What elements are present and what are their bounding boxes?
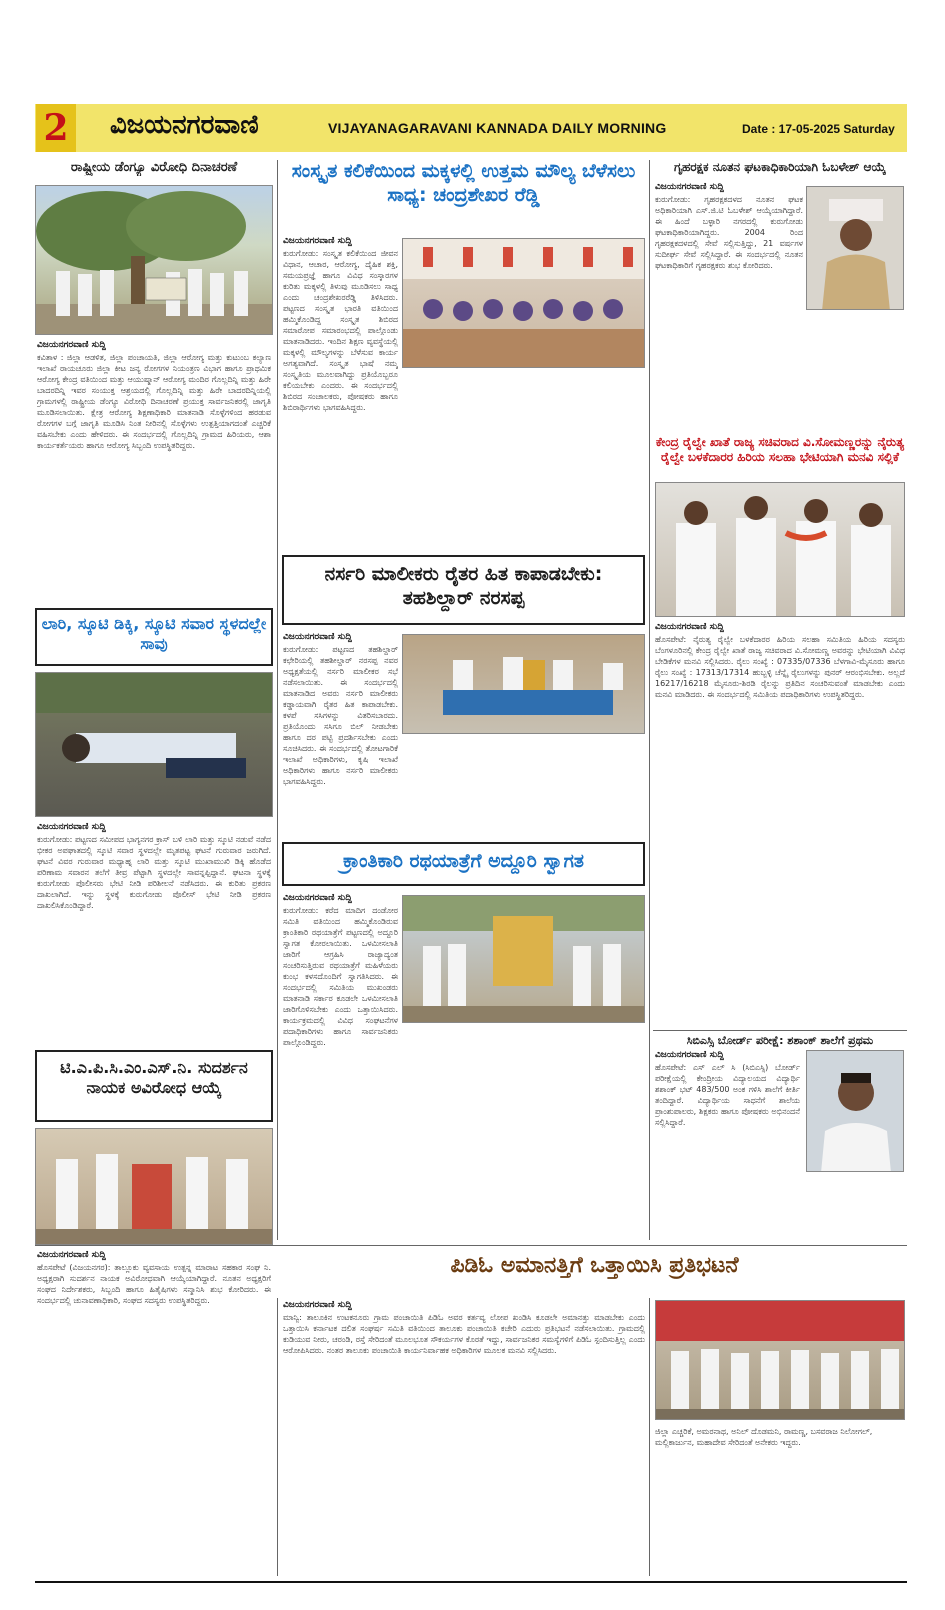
photo-sanskrit-group-icon (403, 239, 645, 368)
headline-pdo-protest: ಪಿಡಿಓ ಅಮಾನತ್ತಿಗೆ ಒತ್ತಾಯಿಸಿ ಪ್ರತಿಭಟನೆ (450, 1253, 739, 1278)
newspaper-title-english: VIJAYANAGARAVANI KANNADA DAILY MORNING (328, 120, 667, 136)
headline-cbse: ಸಿಬಿಎಸ್ಸಿ ಬೋರ್ಡ್ ಪರೀಕ್ಷೆ: ಶಶಾಂಕ್ ಶಾಲೆಗೆ ಪ್ರಥಮ (653, 1030, 907, 1048)
dateline-nursery: ವಿಜಯನಗರವಾಣಿ ಸುದ್ದಿ (283, 632, 352, 642)
photo-protest-group-icon (656, 1301, 905, 1420)
dateline-sanskrit: ವಿಜಯನಗರವಾಣಿ ಸುದ್ದಿ (283, 236, 352, 246)
headline-sanskrit: ಸಂಸ್ಕೃತ ಕಲಿಕೆಯಿಂದ ಮಕ್ಕಳಲ್ಲಿ ಉತ್ತಮ ಮೌಲ್ಯ ಬೆಳೆಸಲು ಸಾಧ್ಯ: ಚಂದ್ರಶೇಖರ ರೆಡ್ಡಿ (291, 160, 636, 206)
page-number: 2 (36, 104, 76, 152)
article-body-nursery-continued (402, 738, 645, 834)
photo-obalesh (806, 186, 904, 310)
photo-student-portrait-icon (807, 1051, 904, 1172)
column-divider (277, 1298, 278, 1576)
photo-dengue-awareness (35, 185, 273, 335)
photo-shashank (806, 1050, 904, 1172)
headline-dengue: ರಾಷ್ಟ್ರೀಯ ಡೆಂಗ್ಯೂ ವಿರೋಧಿ ದಿನಾಚರಣೆ (70, 160, 238, 175)
article-body-pdo-protest: ಮಾನ್ವಿ: ತಾಲೂಕಿನ ಉಟಕನೂರು ಗ್ರಾಮ ಪಂಚಾಯಿತಿ ಪಿಡಿಓ ಅವರ ಕರ್ತವ್ಯ ಲೋಪ ಖಂಡಿಸಿ ಕೂಡಲೇ ಅಮಾನತ್ತು ಮಾಡಬೇಕು ಎಂದು ಒತ್ತಾಯಿಸಿ ಕರ್ನಾಟಕ ದಲಿತ ಸಂಘರ್ಷ ಸಮಿತಿ ವತಿಯಿಂದ ತಾಲೂಕು ಪಂಚಾಯಿತಿ ಕಚೇರಿ ಎದುರು ಪ್ರತಿಭಟನೆ ನಡೆಸಲಾಯಿತು. ಗ್ರಾಮದಲ್ಲಿ ಕುಡಿಯುವ ನೀರು, ಚರಂಡಿ, ರಸ್ತೆ ಸೇರಿದಂತೆ ಮೂಲಭೂತ ಸೌಕರ್ಯಗಳ ಕೊರತೆ ಇದ್ದು, ಸಾರ್ವಜನಿಕರ ಸಮಸ್ಯೆಗಳಿಗೆ ಪಿಡಿಓ ಸ್ಪಂದಿಸುತ್ತಿಲ್ಲ ಎಂದು ಆರೋಪಿಸಿದರು. ನಂತರ ತಾಲೂಕು ಪಂಚಾಯಿತಿ ಕಾರ್ಯನಿರ್ವಾಹಕ ಅಧಿಕಾರಿಗಳ ಮೂಲಕ ಮನವಿ ಸಲ್ಲಿಸಿದರು. (283, 1313, 645, 1355)
section-divider (35, 1245, 907, 1246)
column-divider (649, 1298, 650, 1576)
article-body-ratha-yatra-continued (402, 1027, 645, 1240)
article-body-dengue: ಕವಿತಾಳ : ಜಿಲ್ಲಾ ಆಡಳಿತ, ಜಿಲ್ಲಾ ಪಂಚಾಯತಿ, ಜಿಲ್ಲಾ ಆರೋಗ್ಯ ಮತ್ತು ಕುಟುಂಬ ಕಲ್ಯಾಣ ಇಲಾಖೆ ರಾಯಚೂರು ಜಿಲ್ಲಾ ಕೀಟ ಜನ್ಯ ರೋಗಗಳ ನಿಯಂತ್ರಣ ವಿಭಾಗ ಹಾಗೂ ಪ್ರಾಥಮಿಕ ಆರೋಗ್ಯ ಕೇಂದ್ರ ವತಿಯಿಂದ ಮತ್ತು ಆಯುಷ್ಮಾನ್ ಆರೋಗ್ಯ ಮಂದಿರ ಗೊಲ್ಲದಿನ್ನಿ ಮತ್ತು ಹಿರೇ ಬಾದರದಿನ್ನಿ ಇವರ ಸಂಯುಕ್ತ ಆಶ್ರಯದಲ್ಲಿ ಗೊಲ್ಲದಿನ್ನಿ ಮತ್ತು ಹಿರೇ ಬಾದರದಿನ್ನಿಯಲ್ಲಿ ಗ್ರಾಮಗಳಲ್ಲಿ ರಾಷ್ಟ್ರೀಯ ಡೆಂಗ್ಯೂ ವಿರೋಧಿ ದಿನಾಚರಣೆ ಪ್ರಯುಕ್ತ ಸಾರ್ವಜನಿಕರಲ್ಲಿ ಜಾಗೃತಿ ಮೂಡಿಸಲಾಯಿತು. ಕ್ಷೇತ್ರ ಆರೋಗ್ಯ ಶಿಕ್ಷಣಾಧಿಕಾರಿ ಮಾತನಾಡಿ ಸೊಳ್ಳೆಗಳಿಂದ ಹರಡುವ ರೋಗಗಳ ಬಗ್ಗೆ ಜಾಗೃತಿ ಮೂಡಿಸಿ ನಿಂತ ನೀರಿನಲ್ಲಿ ಸೊಳ್ಳೆಗಳು ಉತ್ಪತ್ತಿಯಾಗದಂತೆ ಎಚ್ಚರಿಕೆ ವಹಿಸಬೇಕು ಎಂದು ಹೇಳಿದರು. ಈ ಸಂದರ್ಭದಲ್ಲಿ ಗೊಲ್ಲದಿನ್ನಿ ಗ್ರಾಮದ ಹಿರಿಯರು, ಆಶಾ ಕಾರ್ಯಕರ್ತೆಯರು ಹಾಗೂ ಆರೋಗ್ಯ ಸಿಬ್ಬಂದಿ ಉಪಸ್ಥಿತರಿದ್ದರು. (37, 353, 271, 450)
dateline-pdo-protest: ವಿಜಯನಗರವಾಣಿ ಸುದ್ದಿ (283, 1300, 352, 1310)
dateline-tapcms: ವಿಜಯನಗರವಾಣಿ ಸುದ್ದಿ (37, 1250, 106, 1260)
issue-date: Date : 17-05-2025 Saturday (742, 122, 895, 136)
article-body-railway: ಹೊಸಪೇಟೆ: ನೈರುತ್ಯ ರೈಲ್ವೇ ಬಳಕೆದಾರರ ಹಿರಿಯ ಸಲಹಾ ಸಮಿತಿಯ ಹಿರಿಯ ಸದಸ್ಯರು ಬೆಂಗಳೂರಿನಲ್ಲಿ ಕೇಂದ್ರ ರೈಲ್ವೇ ಖಾತೆ ರಾಜ್ಯ ಸಚಿವರಾದ ವಿ.ಸೋಮಣ್ಣ ಅವರನ್ನು ಭೇಟಿಯಾಗಿ ವಿವಿಧ ಬೇಡಿಕೆಗಳ ಮನವಿ ಸಲ್ಲಿಸಿದರು. ರೈಲು ಸಂಖ್ಯೆ : 07335/07336 ಬೆಳಗಾವಿ-ಮೈಸೂರು ಹಾಗೂ ರೈಲು ಸಂಖ್ಯೆ : 17313/17314 ಹುಬ್ಬಳ್ಳಿ ಚೆನ್ನೈ ರೈಲುಗಳನ್ನು ಪುನರ್ ಆರಂಭಿಸಬೇಕು. ಅಲ್ಲದೆ 16217/16218 ಮೈಸೂರು-ಶಿರಡಿ ರೈಲನ್ನು ಪ್ರತಿದಿನ ಸಂಚರಿಸುವಂತೆ ಮಾಡಬೇಕು ಎಂದು ಮನವಿ ಮಾಡಿದರು. ಈ ಸಂದರ್ಭದಲ್ಲಿ ಸಮಿತಿಯ ಪದಾಧಿಕಾರಿಗಳು ಉಪಸ್ಥಿತರಿದ್ದರು. (655, 635, 905, 699)
photo-ratha-yatra-welcome (402, 895, 645, 1023)
photo-pdo-protest (655, 1300, 905, 1420)
page-bottom-rule (35, 1581, 907, 1583)
headline-nursery: ನರ್ಸರಿ ಮಾಲೀಕರು ರೈತರ ಹಿತ ಕಾಪಾಡಬೇಕು: ತಹಶಿಲ್ದಾರ್ ನರಸಪ್ಪ (282, 555, 645, 625)
article-body-sanskrit: ಕುರುಗೋಡು: ಸಂಸ್ಕೃತ ಕಲಿಕೆಯಿಂದ ಜೀವನ ವಿಧಾನ, ಆಚಾರ, ಆರೋಗ್ಯ, ದೈಹಿಕ ಶಕ್ತಿ, ಸಮಯಪ್ರಜ್ಞೆ ಹಾಗೂ ವಿವಿಧ ಸಂಸ್ಕಾರಗಳ ಕುರಿತು ಮಕ್ಕಳಲ್ಲಿ ತಿಳುವು ಮೂಡಿಸಲು ಸಾಧ್ಯ ಎಂದು ಚಂದ್ರಶೇಖರರೆಡ್ಡಿ ತಿಳಿಸಿದರು. ಪಟ್ಟಣದ ಸಂಸ್ಕೃತ ಭಾರತಿ ವತಿಯಿಂದ ಹಮ್ಮಿಕೊಂಡಿದ್ದ ಸಂಸ್ಕೃತ ಶಿಬಿರದ ಸಮಾರೋಪ ಸಮಾರಂಭದಲ್ಲಿ ಪಾಲ್ಗೊಂಡು ಮಾತನಾಡಿದರು. ಇಂದಿನ ಶಿಕ್ಷಣ ವ್ಯವಸ್ಥೆಯಲ್ಲಿ ಮಕ್ಕಳಲ್ಲಿ ಮೌಲ್ಯಗಳನ್ನು ಬೆಳೆಸುವ ಕಾರ್ಯ ಅಗತ್ಯವಾಗಿದೆ. ಸಂಸ್ಕೃತ ಭಾಷೆ ನಮ್ಮ ಸಂಸ್ಕೃತಿಯ ಮೂಲವಾಗಿದ್ದು ಪ್ರತಿಯೊಬ್ಬರೂ ಕಲಿಯಬೇಕು ಎಂದರು. ಈ ಸಂದರ್ಭದಲ್ಲಿ ಶಿಬಿರದ ಸಂಚಾಲಕರು, ಪೋಷಕರು ಹಾಗೂ ಶಿಬಿರಾರ್ಥಿಗಳು ಭಾಗವಹಿಸಿದ್ದರು. (283, 249, 398, 412)
dateline-home-guard: ವಿಜಯನಗರವಾಣಿ ಸುದ್ದಿ (655, 182, 724, 192)
dateline-cbse: ವಿಜಯನಗರವಾಣಿ ಸುದ್ದಿ (655, 1050, 724, 1060)
article-body-sanskrit-continued (402, 372, 645, 548)
dateline-railway: ವಿಜಯನಗರವಾಣಿ ಸುದ್ದಿ (655, 622, 724, 632)
column-divider (277, 160, 278, 1240)
photo-dengue-group-icon (36, 186, 273, 335)
photo-caption-pdo-protest: ಜಿಲ್ಲಾ ಎಚ್ಚರಿಕೆ, ಅಮರನಾಥ, ಅನಿಲ್ ದೊಡಮನಿ, ರಾಮಣ್ಣ, ಬಸವರಾಜ ನಿಲೋಗಲ್, ಮಲ್ಲಿಕಾರ್ಜುನ, ಮಹಾದೇವ ಸೇರಿದಂತೆ ಅನೇಕರು ಇದ್ದರು. (655, 1427, 873, 1447)
article-body-ratha-yatra: ಕುರುಗೋಡು: ಕರೆದ ಮಾದಿಗ ದಂಡೋರ ಸಮಿತಿ ವತಿಯಿಂದ ಹಮ್ಮಿಕೊಂಡಿರುವ ಕ್ರಾಂತಿಕಾರಿ ರಥಯಾತ್ರೆಗೆ ಪಟ್ಟಣದಲ್ಲಿ ಅದ್ದೂರಿ ಸ್ವಾಗತ ಕೋರಲಾಯಿತು. ಒಳಮೀಸಲಾತಿ ಜಾರಿಗೆ ಆಗ್ರಹಿಸಿ ರಾಜ್ಯಾದ್ಯಂತ ಸಂಚರಿಸುತ್ತಿರುವ ರಥಯಾತ್ರೆಗೆ ಮಹಿಳೆಯರು ಕುಂಭ ಕಳಸದೊಂದಿಗೆ ಸ್ವಾಗತಿಸಿದರು. ಈ ಸಂದರ್ಭದಲ್ಲಿ ಸಮಿತಿಯ ಮುಖಂಡರು ಮಾತನಾಡಿ ಸರ್ಕಾರ ಕೂಡಲೇ ಒಳಮೀಸಲಾತಿ ಜಾರಿಗೊಳಿಸಬೇಕು ಎಂದು ಒತ್ತಾಯಿಸಿದರು. ಕಾರ್ಯಕ್ರಮದಲ್ಲಿ ವಿವಿಧ ಸಂಘಟನೆಗಳ ಪದಾಧಿಕಾರಿಗಳು ಹಾಗೂ ಸಾರ್ವಜನಿಕರು ಪಾಲ್ಗೊಂಡಿದ್ದರು. (283, 906, 398, 1047)
photo-tapcms-group-icon (36, 1129, 273, 1245)
photo-tapcms-felicitation (35, 1128, 273, 1245)
photo-nursery-meeting (402, 634, 645, 734)
photo-accident-icon (36, 673, 273, 817)
headline-accident: ಲಾರಿ, ಸ್ಕೂಟಿ ಡಿಕ್ಕಿ, ಸ್ಕೂಟಿ ಸವಾರ ಸ್ಥಳದಲ್ಲೇ ಸಾವು (35, 608, 273, 666)
column-divider (649, 160, 650, 1240)
photo-sanskrit-camp (402, 238, 645, 368)
photo-accident-scene (35, 672, 273, 817)
dateline-accident: ವಿಜಯನಗರವಾಣಿ ಸುದ್ದಿ (37, 822, 106, 832)
newspaper-title-kannada: ವಿಜಯನಗರವಾಣಿ (110, 110, 259, 140)
article-body-tapcms: ಹೊಸಪೇಟೆ (ವಿಜಯನಗರ): ತಾಲ್ಲೂಕು ವ್ಯವಸಾಯ ಉತ್ಪನ್ನ ಮಾರಾಟ ಸಹಕಾರ ಸಂಘ ನಿ. ಅಧ್ಯಕ್ಷರಾಗಿ ಸುದರ್ಶನ ನಾಯಕ ಅವಿರೋಧವಾಗಿ ಆಯ್ಕೆಯಾಗಿದ್ದಾರೆ. ನೂತನ ಅಧ್ಯಕ್ಷರಿಗೆ ಸಂಘದ ನಿರ್ದೇಶಕರು, ಸಿಬ್ಬಂದಿ ಹಾಗೂ ಹಿತೈಷಿಗಳು ಸನ್ಮಾನಿಸಿ ಶುಭ ಕೋರಿದರು. ಈ ಸಂದರ್ಭದಲ್ಲಿ ಚುನಾವಣಾಧಿಕಾರಿ, ಸಂಘದ ಸದಸ್ಯರು ಉಪಸ್ಥಿತರಿದ್ದರು. (37, 1263, 271, 1305)
headline-railway: ಕೇಂದ್ರ ರೈಲ್ವೇ ಖಾತೆ ರಾಜ್ಯ ಸಚಿವರಾದ ವಿ.ಸೋಮಣ್ಣರನ್ನು ನೈರುತ್ಯ ರೈಲ್ವೇ ಬಳಕೆದಾರರ ಹಿರಿಯ ಸಲಹಾ ಭೇಟಿಯಾಗಿ ಮನವಿ ಸಲ್ಲಿಕೆ (655, 435, 905, 464)
headline-tapcms: ಟಿ.ಎ.ಪಿ.ಸಿ.ಎಂ.ಎಸ್.ನಿ. ಸುದರ್ಶನ ನಾಯಕ ಅವಿರೋಧ ಆಯ್ಕೆ (35, 1050, 273, 1122)
photo-railway-group-icon (656, 483, 905, 617)
article-body-cbse-continued (655, 1182, 905, 1240)
headline-ratha-yatra: ಕ್ರಾಂತಿಕಾರಿ ರಥಯಾತ್ರೆಗೆ ಅದ್ದೂರಿ ಸ್ವಾಗತ (282, 842, 645, 886)
photo-portrait-icon (807, 187, 904, 310)
article-body-nursery: ಕುರುಗೋಡು: ಪಟ್ಟಣದ ತಹಶಿಲ್ದಾರ್ ಕಛೇರಿಯಲ್ಲಿ ತಹಶೀಲ್ದಾರ್ ನರಸಪ್ಪ ನವರ ಅಧ್ಯಕ್ಷತೆಯಲ್ಲಿ ನರ್ಸರಿ ಮಾಲೀಕರ ಸಭೆ ನಡೆಸಲಾಯಿತು. ಈ ಸಂದರ್ಭದಲ್ಲಿ ಮಾತನಾಡಿದ ಅವರು ನರ್ಸರಿ ಮಾಲೀಕರು ಕಡ್ಡಾಯವಾಗಿ ರೈತರ ಹಿತ ಕಾಪಾಡಬೇಕು. ಕಳಪೆ ಸಸಿಗಳನ್ನು ವಿತರಿಸಬಾರದು. ಪ್ರತಿಯೊಂದು ಸಸಿಗೂ ಬಿಲ್ ನೀಡಬೇಕು ಹಾಗೂ ದರ ಪಟ್ಟಿ ಪ್ರದರ್ಶಿಸಬೇಕು ಎಂದು ಸೂಚಿಸಿದರು. ಈ ಸಂದರ್ಭದಲ್ಲಿ ತೋಟಗಾರಿಕೆ ಇಲಾಖೆ ಅಧಿಕಾರಿಗಳು, ಕೃಷಿ ಇಲಾಖೆ ಅಧಿಕಾರಿಗಳು ಹಾಗೂ ನರ್ಸರಿ ಮಾಲೀಕರು ಭಾಗವಹಿಸಿದ್ದರು. (283, 645, 398, 786)
headline-home-guard: ಗೃಹರಕ್ಷಕ ನೂತನ ಘಟಕಾಧಿಕಾರಿಯಾಗಿ ಓಬಳೇಶ್ ಆಯ್ಕೆ (674, 160, 886, 174)
photo-railway-meeting (655, 482, 905, 617)
dateline-dengue: ವಿಜಯನಗರವಾಣಿ ಸುದ್ದಿ (37, 340, 106, 350)
article-body-accident: ಕುರುಗೋಡು: ಪಟ್ಟಣದ ಸಮೀಪದ ಭಾಗ್ಯನಗರ ಕ್ರಾಸ್ ಬಳಿ ಲಾರಿ ಮತ್ತು ಸ್ಕೂಟಿ ನಡುವೆ ನಡೆದ ಭೀಕರ ಅಪಘಾತದಲ್ಲಿ ಸ್ಕೂಟಿ ಸವಾರ ಸ್ಥಳದಲ್ಲೇ ಮೃತಪಟ್ಟ ಘಟನೆ ಗುರುವಾರ ಜರುಗಿದೆ. ಘಟನೆ ವಿವರ ಗುರುವಾರ ಮಧ್ಯಾಹ್ನ ಲಾರಿ ಮತ್ತು ಸ್ಕೂಟಿ ಮುಖಾಮುಖಿ ಡಿಕ್ಕಿ ಹೊಡೆದ ಪರಿಣಾಮ ಸವಾರನ ತಲೆಗೆ ತೀವ್ರ ಪೆಟ್ಟಾಗಿ ಸ್ಥಳದಲ್ಲೇ ಸಾವನ್ನಪ್ಪಿದ್ದಾನೆ. ಘಟನಾ ಸ್ಥಳಕ್ಕೆ ಕುರುಗೋಡು ಪೊಲೀಸರು ಭೇಟಿ ನೀಡಿ ಪರಿಶೀಲನೆ ನಡೆಸಿದರು. ಈ ಕುರಿತು ಪ್ರಕರಣ ದಾಖಲಾಗಿದೆ. ಇನ್ನು ಸ್ಥಳಕ್ಕೆ ಕುರುಗೋಡು ಪೊಲೀಸ್ ಭೇಟಿ ನೀಡಿ ಪ್ರಕರಣ ದಾಖಲಿಸಿಕೊಂಡಿದ್ದಾರೆ. (37, 835, 271, 910)
photo-nursery-meeting-icon (403, 635, 645, 734)
photo-ratha-yatra-icon (403, 896, 645, 1023)
article-body-home-guard: ಕುರುಗೋಡು: ಗೃಹರಕ್ಷಕದಳದ ನೂತನ ಘಟಕ ಅಧಿಕಾರಿಯಾಗಿ ಎಸ್.ಜಿ.ಟಿ ಓಬಳೇಶ್ ಆಯ್ಕೆಯಾಗಿದ್ದಾರೆ. ಈ ಹಿಂದೆ ಬಳ್ಳಾರಿ ನಗರದಲ್ಲಿ ಕುರುಗೋಡು ಘಟಕಾಧಿಕಾರಿಯಾಗಿದ್ದರು. 2004 ರಿಂದ ಗೃಹರಕ್ಷಕದಳದಲ್ಲಿ ಸೇವೆ ಸಲ್ಲಿಸುತ್ತಿದ್ದು, 21 ವರ್ಷಗಳ ಸುದೀರ್ಘ ಸೇವೆ ಸಲ್ಲಿಸಿದ್ದಾರೆ. ಈ ಸಂದರ್ಭದಲ್ಲಿ ನೂತನ ಘಟಕಾಧಿಕಾರಿಗೆ ಗೃಹರಕ್ಷಕರು ಶುಭ ಕೋರಿದರು. (655, 195, 803, 270)
dateline-ratha-yatra: ವಿಜಯನಗರವಾಣಿ ಸುದ್ದಿ (283, 893, 352, 903)
article-body-cbse: ಹೊಸಪೇಟೆ: ಎಸ್ ಎಲ್ ಸಿ (ಸಿಬಿಎಸ್ಸಿ) ಬೋರ್ಡ್ ಪರೀಕ್ಷೆಯಲ್ಲಿ ಕೇಂದ್ರೀಯ ವಿದ್ಯಾಲಯದ ವಿದ್ಯಾರ್ಥಿ ಶಶಾಂಕ್ ಭಟ್ 483/500 ಅಂಕ ಗಳಿಸಿ ಶಾಲೆಗೆ ಕೀರ್ತಿ ತಂದಿದ್ದಾರೆ. ವಿದ್ಯಾರ್ಥಿಯ ಸಾಧನೆಗೆ ಶಾಲೆಯ ಪ್ರಾಂಶುಪಾಲರು, ಶಿಕ್ಷಕರು ಹಾಗೂ ಪೋಷಕರು ಅಭಿನಂದನೆ ಸಲ್ಲಿಸಿದ್ದಾರೆ. (655, 1063, 800, 1127)
article-body-home-guard-continued (655, 318, 905, 428)
